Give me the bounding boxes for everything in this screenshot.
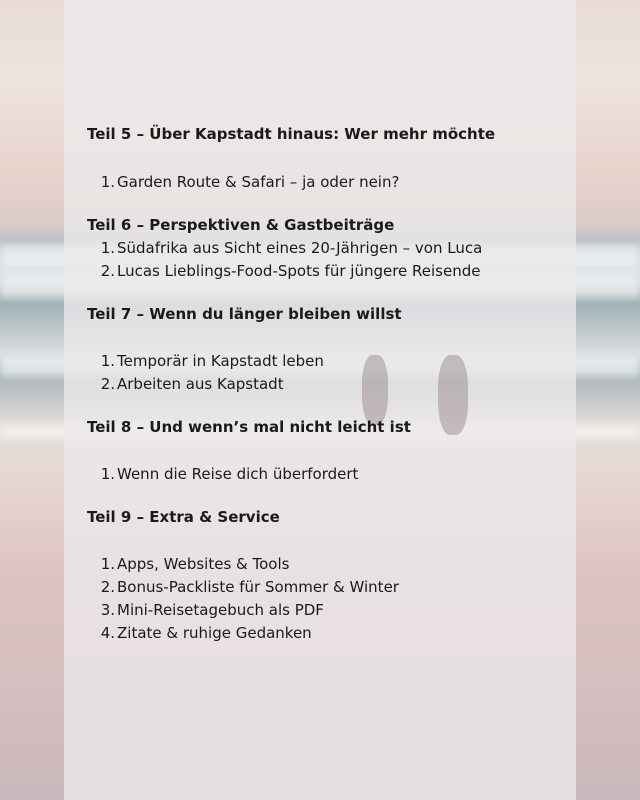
section-teil-6 (87, 215, 557, 283)
list-item (87, 463, 557, 486)
list-item (87, 576, 557, 599)
list-item-label: Wenn die Reise dich überfordert (117, 465, 359, 483)
section-heading: Teil 6 – Perspektiven & Gastbeiträge (87, 216, 395, 234)
section-teil-7 (87, 304, 557, 396)
section-heading: Teil 5 – Über Kapstadt hinaus: Wer mehr möchte (87, 125, 496, 143)
section-teil-9 (87, 507, 557, 645)
section-list (87, 463, 557, 486)
section-list (87, 171, 557, 194)
table-of-contents (87, 124, 557, 645)
section-heading: Teil 8 – Und wenn’s mal nicht leicht ist (87, 418, 411, 436)
section-teil-5 (87, 124, 557, 194)
list-number: 1. (100, 173, 115, 191)
section-list (87, 237, 557, 283)
list-item-label: Apps, Websites & Tools (117, 555, 290, 573)
list-item-label: Temporär in Kapstadt leben (117, 352, 324, 370)
list-number: 1. (100, 239, 115, 257)
list-number: 3. (100, 601, 115, 619)
list-number: 4. (100, 624, 115, 642)
list-item (87, 260, 557, 283)
list-number: 1. (100, 555, 115, 573)
list-item (87, 237, 557, 260)
list-item (87, 599, 557, 622)
list-item (87, 553, 557, 576)
list-number: 2. (100, 578, 115, 596)
list-number: 1. (100, 352, 115, 370)
section-heading: Teil 7 – Wenn du länger bleiben willst (87, 305, 402, 323)
list-item-label: Lucas Lieblings-Food-Spots für jüngere Reisende (117, 262, 481, 280)
list-item (87, 373, 557, 396)
list-item-label: Bonus-Packliste für Sommer & Winter (117, 578, 399, 596)
list-number: 2. (100, 375, 115, 393)
section-list (87, 350, 557, 396)
list-number: 2. (100, 262, 115, 280)
section-list (87, 553, 557, 645)
list-item-label: Arbeiten aus Kapstadt (117, 375, 284, 393)
list-number: 1. (100, 465, 115, 483)
list-item (87, 350, 557, 373)
list-item-label: Garden Route & Safari – ja oder nein? (117, 173, 400, 191)
section-heading: Teil 9 – Extra & Service (87, 508, 280, 526)
list-item-label: Mini-Reisetagebuch als PDF (117, 601, 324, 619)
list-item (87, 622, 557, 645)
list-item-label: Südafrika aus Sicht eines 20-Jährigen – von Luca (117, 239, 483, 257)
list-item (87, 171, 557, 194)
list-item-label: Zitate & ruhige Gedanken (117, 624, 312, 642)
section-teil-8 (87, 417, 557, 486)
